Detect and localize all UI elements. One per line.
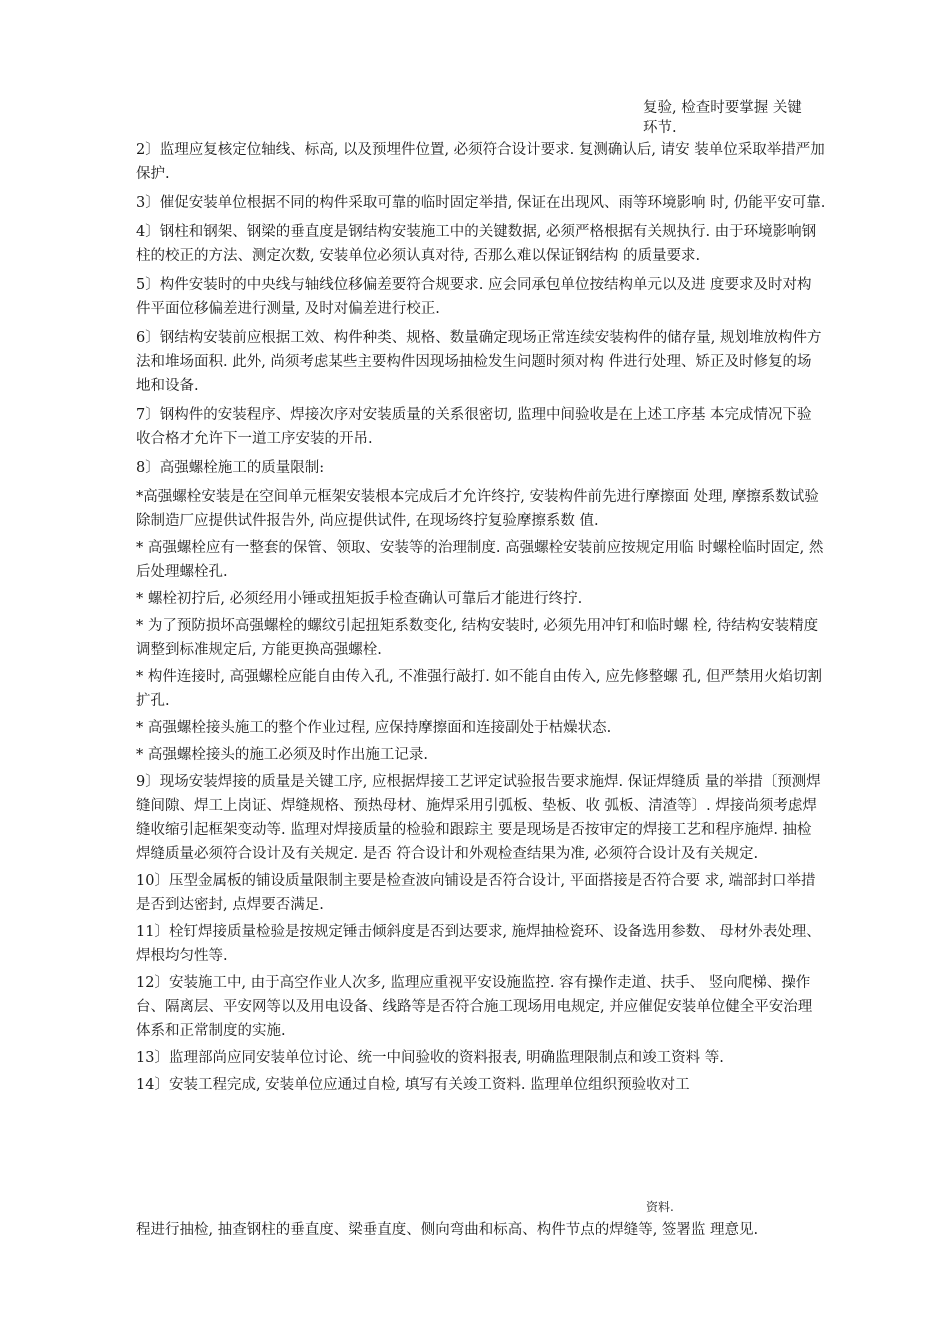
top-note-line-1: 复验, 检查时要掌握 关键 <box>643 100 802 116</box>
top-note-line-2: 环节. <box>643 120 677 136</box>
paragraph-2: 2〕监理应复核定位轴线、标高, 以及预埋件位置, 必须符合设计要求. 复测确认后, 请安 装单位采取举措严加保护. <box>136 142 825 182</box>
bullet-item: * 高强螺栓接头施工的整个作业过程, 应保持摩擦面和连接副处于枯燥状态. <box>136 720 612 736</box>
bullet-item: *高强螺栓安装是在空间单元框架安装根本完成后才允许终拧, 安装构件前先进行摩擦面 处理, 摩擦系数试验除制造厂应提供试件报告外, 尚应提供试件, 在现场终拧复验摩擦系数 值. <box>136 489 819 529</box>
paragraph-5: 5〕构件安装时的中央线与轴线位移偏差要符合规要求. 应会同承包单位按结构单元以及进 度要求及时对构件平面位移偏差进行测量, 及时对偏差进行校正. <box>136 277 812 317</box>
bottom-note: 资料. <box>646 1200 674 1214</box>
paragraph-12: 12〕安装施工中, 由于高空作业人次多, 监理应重视平安设施监控. 容有操作走道、扶手、 竖向爬梯、操作台、隔离层、平安网等以及用电设备、线路等是否符合施工现场用电规定, 并应催促安装单位健全平安治理体系和正常制度的实施. <box>136 975 813 1039</box>
paragraph-14: 14〕安装工程完成, 安装单位应通过自检, 填写有关竣工资料. 监理单位组织预验收对工 <box>136 1077 690 1093</box>
body-text <box>136 138 826 1100</box>
paragraph-9: 9〕现场安装焊接的质量是关键工序, 应根据焊接工艺评定试验报告要求施焊. 保证焊缝质 量的举措〔预测焊缝间隙、焊工上岗证、焊缝规格、预热母材、施焊采用引弧板、垫板、收 弧板、清渣等〕. 焊接尚须考虑焊缝收缩引起框架变动等. 监理对焊接质量的检验和跟踪主 要是现场是否按审定的焊接工艺和程序施焊. 抽检焊缝质量必须符合设计及有关规定. 是否 符合设计和外观检查结果为准, 必须符合设计及有关规定. <box>136 774 821 862</box>
paragraph-8-heading: 8〕高强螺栓施工的质量限制: <box>136 460 325 476</box>
paragraph-11: 11〕栓钉焊接质量检验是按规定锤击倾斜度是否到达要求, 施焊抽检瓷环、设备选用参数、 母材外表处理、焊根均匀性等. <box>136 924 821 964</box>
top-note <box>643 98 843 138</box>
bullet-item: * 高强螺栓接头的施工必须及时作出施工记录. <box>136 747 428 763</box>
bullet-item: * 螺栓初拧后, 必须经用小锤或扭矩扳手检查确认可靠后才能进行终拧. <box>136 591 583 607</box>
bullet-item: * 高强螺栓应有一整套的保管、领取、安装等的治理制度. 高强螺栓安装前应按规定用临 时螺栓临时固定, 然后处理螺栓孔. <box>136 540 824 580</box>
paragraph-3: 3〕催促安装单位根据不同的构件采取可靠的临时固定举措, 保证在出现风、雨等环境影响 时, 仍能平安可靠. <box>136 195 826 211</box>
paragraph-10: 10〕压型金属板的铺设质量限制主要是检查波向铺设是否符合设计, 平面搭接是否符合要 求, 端部封口举措是否到达密封, 点焊要否满足. <box>136 873 816 913</box>
paragraph-7: 7〕钢构件的安装程序、焊接次序对安装质量的关系很密切, 监理中间验收是在上述工序基 本完成情况下验收合格才允许下一道工序安装的开吊. <box>136 407 812 447</box>
bullet-item: * 构件连接时, 高强螺栓应能自由传入孔, 不准强行敲打. 如不能自由传入, 应先修整螺 孔, 但严禁用火焰切割扩孔. <box>136 669 823 709</box>
paragraph-6: 6〕钢结构安装前应根据工效、构件种类、规格、数量确定现场正常连续安装构件的储存量, 规划堆放构件方法和堆场面积. 此外, 尚须考虑某些主要构件因现场抽检发生问题时须对构 件进行处理、矫正及时修复的场地和设备. <box>136 330 822 394</box>
paragraph-13: 13〕监理部尚应同安装单位讨论、统一中间验收的资料报表, 明确监理限制点和竣工资料 等. <box>136 1050 724 1066</box>
bullet-item: * 为了预防损坏高强螺栓的螺纹引起扭矩系数变化, 结构安装时, 必须先用冲钉和临时螺 栓, 待结构安装精度调整到标准规定后, 方能更换高强螺栓. <box>136 618 819 658</box>
paragraph-4: 4〕钢柱和钢架、钢梁的垂直度是钢结构安装施工中的关键数据, 必须严格根据有关规执行. 由于环境影响钢柱的校正的方法、测定次数, 安装单位必须认真对待, 否那么难以保证钢结构 的质量要求. <box>136 224 817 264</box>
bottom-line: 程进行抽检, 抽查钢柱的垂直度、梁垂直度、侧向弯曲和标高、构件节点的焊缝等, 签署监 理意见. <box>136 1222 759 1238</box>
